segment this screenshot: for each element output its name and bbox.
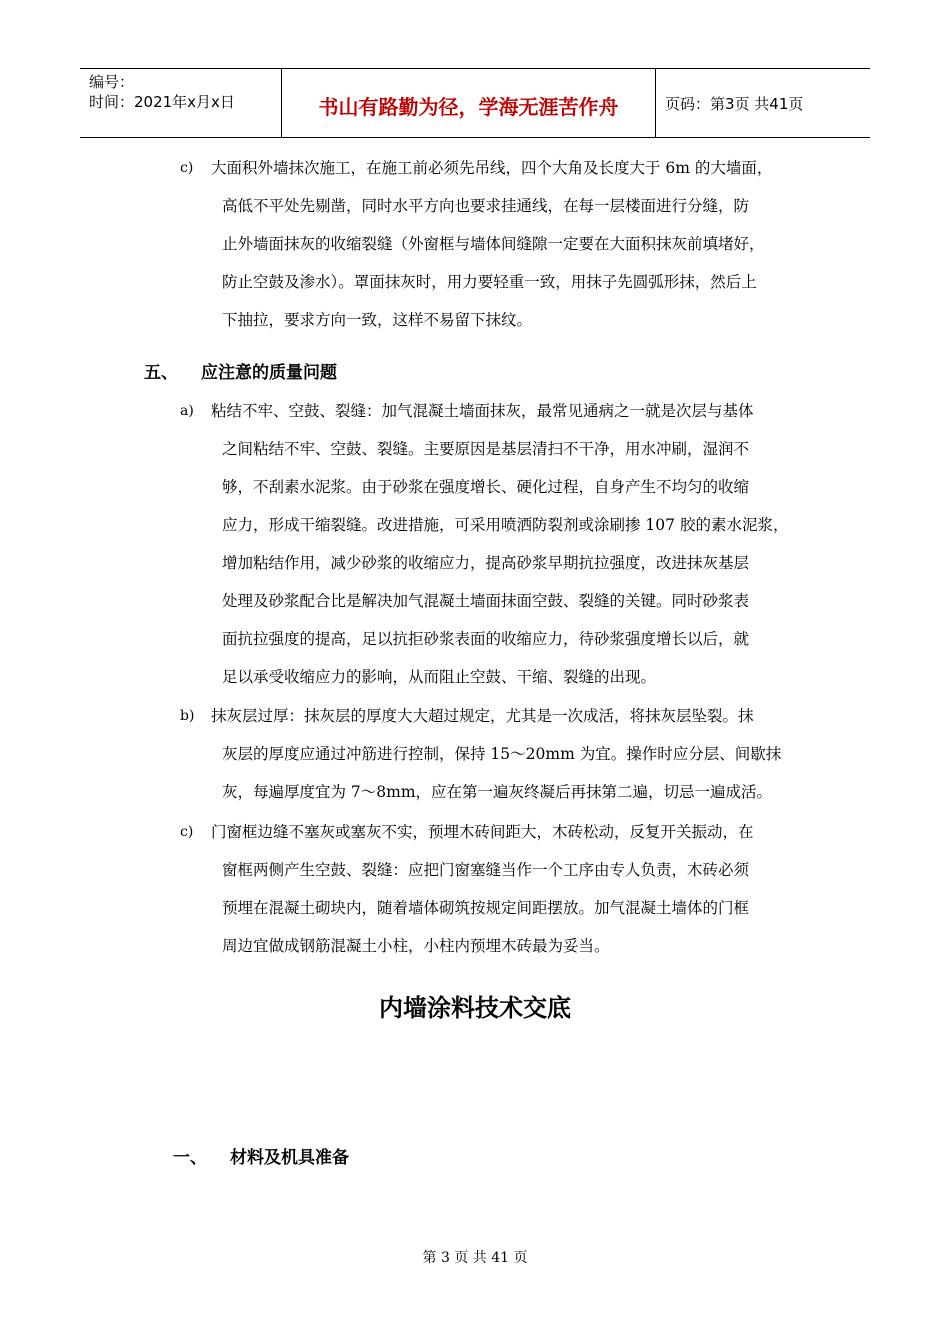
item-a-line-4: 应力，形成干缩裂缝。改进措施，可采用喷洒防裂剂或涂刷掺 107 胶的素水泥浆， [222, 516, 789, 534]
section-5-number: 五、 [144, 363, 178, 383]
section-5-title: 应注意的质量问题 [201, 363, 337, 383]
page-footer: 第 3 页 共 41 页 [422, 1250, 528, 1266]
item-a-line-2: 之间粘结不牢、空鼓、裂缝。主要原因是基层清扫不干净，用水冲刷，湿润不 [222, 440, 750, 458]
item-a-line-7: 面抗拉强度的提高，足以抗拒砂浆表面的收缩应力，待砂浆强度增长以后，就 [222, 630, 750, 648]
item-a-line-8: 足以承受收缩应力的影响，从而阻止空鼓、干缩、裂缝的出现。 [222, 668, 657, 686]
document-title: 内墙涂料技术交底 [379, 994, 571, 1022]
item-b-marker: b) [180, 708, 195, 724]
section-1-title: 材料及机具准备 [230, 1148, 349, 1168]
item-b-line-3: 灰，每遍厚度宜为 7～8mm，应在第一遍灰终凝后再抹第二遍，切忌一遍成活。 [222, 783, 773, 801]
header-motto-cell [282, 69, 656, 137]
item-c-top-marker: c) [180, 160, 194, 176]
header-meta-cell [80, 69, 282, 137]
item-c-line-1: 门窗框边缝不塞灰或塞灰不实，预埋木砖间距大，木砖松动，反复开关振动，在 [211, 823, 754, 841]
item-c-top-line-4: 防止空鼓及渗水）。罩面抹灰时，用力要轻重一致，用抹子先圆弧形抹，然后上 [222, 273, 757, 291]
item-a-line-6: 处理及砂浆配合比是解决加气混凝土墙面抹面空鼓、裂缝的关键。同时砂浆表 [222, 592, 750, 610]
page-header [80, 68, 870, 138]
item-c-top-line-5: 下抽拉，要求方向一致，这样不易留下抹纹。 [222, 311, 533, 329]
item-a-marker: a) [180, 403, 194, 419]
item-a-line-3: 够，不刮素水泥浆。由于砂浆在强度增长、硬化过程，自身产生不均匀的收缩 [222, 478, 750, 496]
section-1-number: 一、 [173, 1148, 207, 1168]
item-c-top-line-3: 止外墙面抹灰的收缩裂缝（外窗框与墙体间缝隙一定要在大面积抹灰前填堵好， [222, 235, 765, 253]
item-b-line-1: 抹灰层过厚：抹灰层的厚度大大超过规定，尤其是一次成活，将抹灰层坠裂。抹 [211, 707, 754, 725]
item-c-line-4: 周边宜做成钢筋混凝土小柱，小柱内预埋木砖最为妥当。 [222, 937, 610, 955]
motto: 书山有路勤为径，学海无涯苦作舟 [318, 95, 619, 119]
item-b-line-2: 灰层的厚度应通过冲筋进行控制，保持 15～20mm 为宜。操作时应分层、间歇抹 [222, 745, 782, 763]
item-c-top-line-1: 大面积外墙抹次施工，在施工前必须先吊线，四个大角及长度大于 6m 的大墙面， [211, 159, 773, 177]
item-a-line-1: 粘结不牢、空鼓、裂缝：加气混凝土墙面抹灰，最常见通病之一就是次层与基体 [211, 402, 754, 420]
item-c-line-3: 预埋在混凝土砌块内，随着墙体砌筑按规定间距摆放。加气混凝土墙体的门框 [222, 899, 750, 917]
item-a-line-5: 增加粘结作用，减少砂浆的收缩应力，提高砂浆早期抗拉强度，改进抹灰基层 [222, 554, 750, 572]
page-label: 页码：第3页 共41页 [665, 95, 804, 113]
item-c-line-2: 窗框两侧产生空鼓、裂缝：应把门窗塞缝当作一个工序由专人负责，木砖必须 [222, 861, 750, 879]
item-c-top-line-2: 高低不平处先剔凿，同时水平方向也要求挂通线，在每一层楼面进行分缝，防 [222, 197, 750, 215]
header-page-cell [656, 69, 870, 137]
time-label: 时间：2021年x月x日 [89, 93, 235, 111]
item-c-marker: c) [180, 824, 194, 840]
serial-label: 编号： [89, 73, 135, 91]
